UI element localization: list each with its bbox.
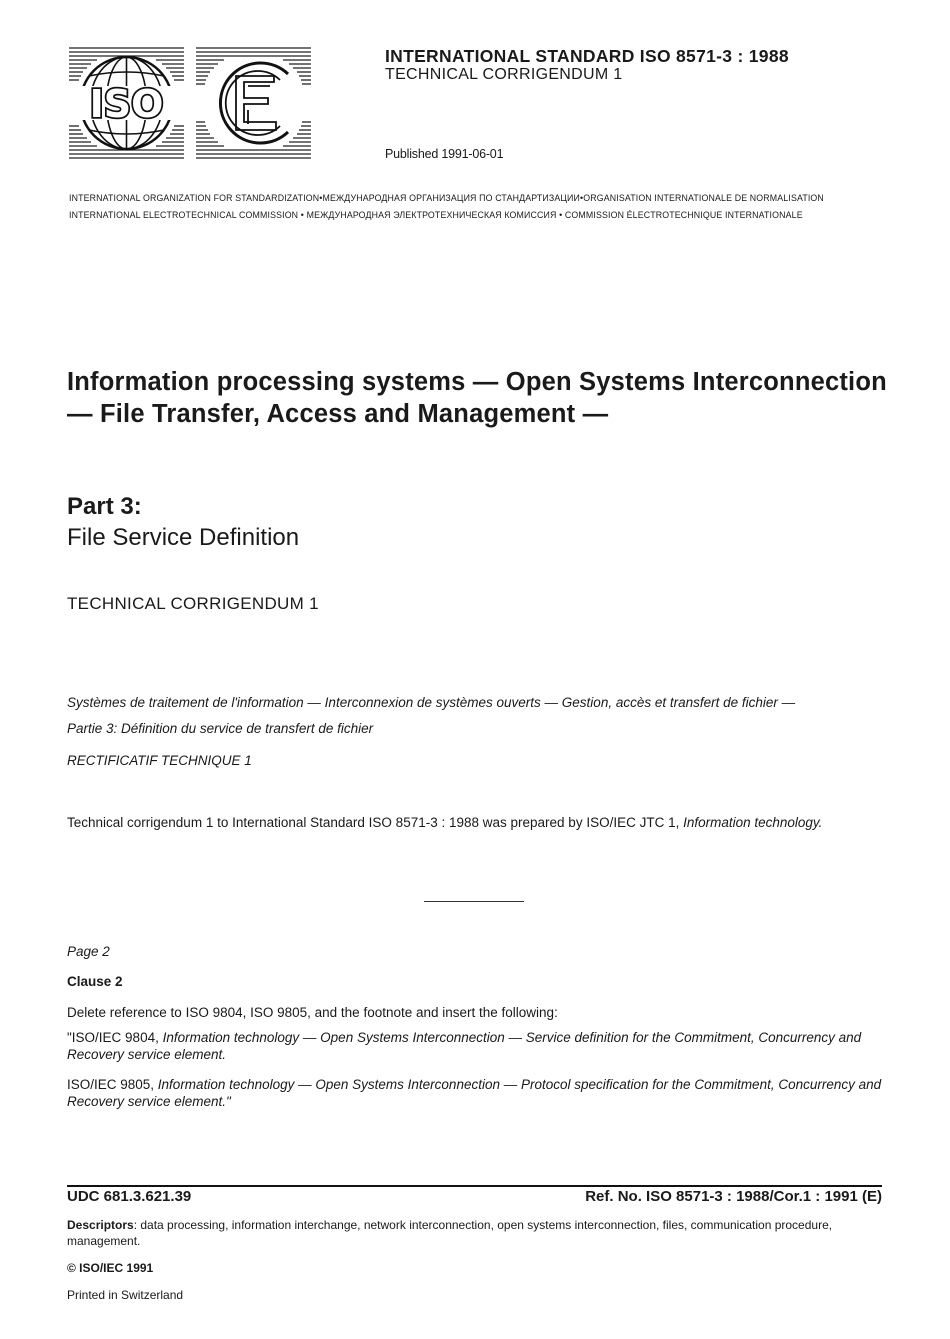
standard-title: INTERNATIONAL STANDARD ISO 8571-3 : 1988 [385,46,789,66]
committee-name: Information technology. [683,815,823,830]
descriptors [67,1217,867,1249]
replacement-reference-2 [67,1076,887,1110]
corrigendum-subtitle: TECHNICAL CORRIGENDUM 1 [385,66,623,83]
footer-rule [67,1185,882,1187]
iso-logo [69,46,184,160]
reference-2-number: ISO/IEC 9805, [67,1077,158,1092]
preparation-note [67,815,822,830]
reference-number: Ref. No. ISO 8571-3 : 1988/Cor.1 : 1991 (E) [585,1188,882,1205]
part-title: File Service Definition [67,524,300,551]
page-reference: Page 2 [67,944,110,959]
replacement-reference-1 [67,1029,887,1063]
org-line-2: INTERNATIONAL ELECTROTECHNICAL COMMISSION • МЕЖДУНАРОДНАЯ ЭЛЕКТРОТЕХНИЧЕСКАЯ КОМИССИЯ • COMMISSION ÉLECTROTECHNIQUE INTERNATIONALE [69,210,803,220]
descriptors-list: : data processing, information interchange, network interconnection, open systems interconnection, files, communication procedure, management. [67,1218,833,1248]
document-title: Information processing systems — Open Systems Interconnection — File Transfer, Access and Management — [67,368,887,428]
printed-location: Printed in Switzerland [67,1288,184,1302]
org-line-1: INTERNATIONAL ORGANIZATION FOR STANDARDIZATION•МЕЖДУНАРОДНАЯ ОРГАНИЗАЦИЯ ПО СТАНДАРТИЗАЦИИ•ORGANISATION INTERNATIONALE DE NORMALISATION [69,193,824,203]
reference-1-title: Information technology — Open Systems Interconnection — Service definition for the Commitment, Concurrency and Recovery service element. [67,1030,862,1062]
part-label: Part 3: [67,493,142,520]
published-date: Published 1991-06-01 [385,147,504,161]
french-title-line-2: Partie 3: Définition du service de transfert de fichier [67,721,374,736]
iso-globe-icon [69,46,184,160]
correction-instruction: Delete reference to ISO 9804, ISO 9805, and the footnote and insert the following: [67,1005,558,1020]
descriptors-label: Descriptors [67,1218,134,1232]
iec-logo [196,46,311,160]
preparation-text: Technical corrigendum 1 to International Standard ISO 8571-3 : 1988 was prepared by ISO/IEC JTC 1, [67,815,684,830]
iso-logo-text: ISO [89,82,164,126]
clause-heading: Clause 2 [67,974,123,989]
copyright-notice: © ISO/IEC 1991 [67,1261,154,1275]
iec-emblem-icon [196,46,311,160]
separator-rule [424,901,524,902]
french-title-line-1: Systèmes de traitement de l'information — Interconnexion de systèmes ouverts — Gestion, accès et transfert de fichier — [67,695,796,710]
reference-2-title: Information technology — Open Systems Interconnection — Protocol specification for the Commitment, Concurrency and Recovery service element." [67,1077,882,1109]
reference-1-number: "ISO/IEC 9804, [67,1030,163,1045]
corrigendum-label: TECHNICAL CORRIGENDUM 1 [67,594,319,613]
udc-number: UDC 681.3.621.39 [67,1188,192,1205]
french-corrigendum: RECTIFICATIF TECHNIQUE 1 [67,753,252,768]
